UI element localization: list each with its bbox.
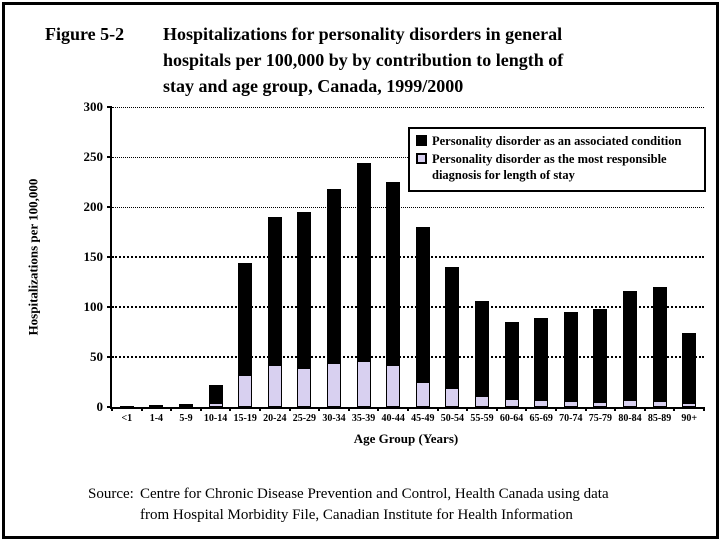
figure-title-line-2: hospitals per 100,000 by by contribution to length of [163, 50, 564, 70]
bar-50-54-most-responsible [445, 388, 459, 407]
source-note [88, 484, 688, 526]
x-tick-mark-11 [437, 407, 439, 411]
y-tick-mark-300 [107, 106, 112, 108]
x-tick-mark-17 [614, 407, 616, 411]
x-tick-mark-7 [318, 407, 320, 411]
figure-title-block [45, 21, 685, 99]
y-tick-mark-250 [107, 156, 112, 158]
y-axis-title: Hospitalizations per 100,000 [25, 178, 41, 336]
x-tick-label-45-49: 45-49 [411, 413, 435, 424]
x-tick-mark-14 [525, 407, 527, 411]
bar-85-89-most-responsible [653, 401, 667, 407]
x-tick-label-70-74: 70-74 [559, 413, 583, 424]
y-tick-mark-150 [107, 256, 112, 258]
bar-80-84-associated [623, 291, 637, 400]
x-tick-mark-12 [466, 407, 468, 411]
figure-title [163, 21, 563, 99]
bar-85-89-associated [653, 287, 667, 401]
x-tick-mark-5 [259, 407, 261, 411]
bar-5-9-associated [179, 404, 193, 407]
bar-20-24-most-responsible [268, 365, 282, 407]
figure-title-line-1: Hospitalizations for personality disorders in general [163, 24, 563, 44]
x-tick-mark-2 [170, 407, 172, 411]
bar-30-34-associated [327, 189, 341, 363]
bar-70-74-associated [564, 312, 578, 401]
x-tick-label-1-4: 1-4 [149, 413, 164, 424]
y-tick-mark-50 [107, 356, 112, 358]
legend-label-associated: Personality disorder as an associated condition [432, 134, 682, 148]
x-tick-label-25-29: 25-29 [292, 413, 317, 424]
y-tick-label-250: 250 [83, 149, 103, 164]
bar-40-44-associated [386, 182, 400, 365]
gridline-200 [112, 207, 704, 208]
bar-20-24-associated [268, 217, 282, 365]
x-tick-label-65-69: 65-69 [529, 413, 553, 424]
y-tick-label-0: 0 [96, 399, 103, 414]
x-tick-label-90+: 90+ [681, 413, 698, 424]
bar-35-39-associated [357, 163, 371, 361]
x-tick-label-40-44: 40-44 [381, 413, 405, 424]
bar-10-14-most-responsible [209, 403, 223, 407]
figure-title-line-3: stay and age group, Canada, 1999/2000 [163, 76, 464, 96]
bar-25-29-associated [297, 212, 311, 368]
x-tick-mark-18 [644, 407, 646, 411]
x-tick-label-15-19: 15-19 [233, 413, 257, 424]
bar-1-4-associated [149, 405, 163, 407]
bar-40-44-most-responsible [386, 365, 400, 407]
bar-55-59-associated [475, 301, 489, 396]
y-tick-label-100: 100 [83, 299, 103, 314]
gridline-300 [112, 107, 704, 108]
x-tick-label-5-9: 5-9 [179, 413, 193, 424]
figure-number: Figure 5-2 [45, 24, 125, 44]
bar-10-14-associated [209, 385, 223, 403]
bar-60-64-most-responsible [505, 399, 519, 407]
bar-45-49-most-responsible [416, 382, 430, 407]
x-tick-mark-9 [377, 407, 379, 411]
x-tick-mark-6 [289, 407, 291, 411]
y-tick-label-300: 300 [83, 99, 103, 114]
x-tick-label-60-64: 60-64 [499, 413, 524, 424]
legend-item-most-responsible [416, 151, 699, 183]
bar-65-69-most-responsible [534, 400, 548, 407]
x-tick-label-85-89: 85-89 [647, 413, 672, 424]
bar-<1-associated [120, 406, 134, 408]
bar-45-49-associated [416, 227, 430, 382]
y-tick-mark-100 [107, 306, 112, 308]
legend-label-most-responsible: Personality disorder as the most responsible diagnosis for length of stay [432, 152, 667, 182]
x-tick-label-20-24: 20-24 [263, 413, 287, 424]
source-line-1: Centre for Chronic Disease Prevention and Control, Health Canada using data [140, 486, 609, 502]
bar-50-54-associated [445, 267, 459, 388]
y-tick-label-200: 200 [83, 199, 103, 214]
y-axis-title-wrap [15, 107, 51, 407]
x-tick-mark-0 [111, 407, 113, 411]
bar-35-39-most-responsible [357, 361, 371, 407]
plot-area [83, 99, 704, 424]
x-tick-label-75-79: 75-79 [588, 413, 613, 424]
x-tick-mark-13 [496, 407, 498, 411]
bar-75-79-most-responsible [593, 402, 607, 407]
legend-swatch-black [416, 135, 427, 146]
legend-item-associated [416, 133, 699, 149]
bar-25-29-most-responsible [297, 368, 311, 407]
x-tick-mark-1 [141, 407, 143, 411]
gridline-150 [112, 256, 704, 258]
gridline-50 [112, 356, 704, 358]
bar-75-79-associated [593, 309, 607, 402]
source-text [140, 484, 609, 526]
x-axis-title: Age Group (Years) [353, 431, 459, 446]
x-tick-label-50-54: 50-54 [440, 413, 465, 424]
bar-55-59-most-responsible [475, 396, 489, 407]
x-tick-label-30-34: 30-34 [322, 413, 346, 424]
x-tick-mark-8 [348, 407, 350, 411]
bar-30-34-most-responsible [327, 363, 341, 407]
bar-70-74-most-responsible [564, 401, 578, 407]
figure-frame [2, 2, 719, 539]
x-tick-mark-16 [585, 407, 587, 411]
source-label: Source: [88, 486, 134, 502]
legend-swatch-lavender [416, 153, 427, 164]
x-tick-mark-4 [229, 407, 231, 411]
x-tick-mark-20 [703, 407, 705, 411]
x-tick-mark-15 [555, 407, 557, 411]
legend [408, 127, 706, 192]
bar-15-19-most-responsible [238, 375, 252, 407]
x-tick-mark-19 [673, 407, 675, 411]
x-tick-label-<1: <1 [121, 413, 133, 424]
x-tick-mark-10 [407, 407, 409, 411]
y-tick-label-50: 50 [90, 349, 103, 364]
y-tick-label-150: 150 [83, 249, 103, 264]
x-tick-label-35-39: 35-39 [351, 413, 376, 424]
bar-90+-associated [682, 333, 696, 403]
y-tick-mark-200 [107, 206, 112, 208]
bar-80-84-most-responsible [623, 400, 637, 407]
gridline-100 [112, 306, 704, 308]
x-tick-label-10-14: 10-14 [203, 413, 228, 424]
source-line-2: from Hospital Morbidity File, Canadian Institute for Health Information [140, 507, 573, 523]
x-tick-label-80-84: 80-84 [618, 413, 642, 424]
x-tick-mark-3 [200, 407, 202, 411]
bar-65-69-associated [534, 318, 548, 400]
bar-60-64-associated [505, 322, 519, 399]
bar-90+-most-responsible [682, 403, 696, 407]
x-tick-label-55-59: 55-59 [470, 413, 494, 424]
bar-15-19-associated [238, 263, 252, 375]
